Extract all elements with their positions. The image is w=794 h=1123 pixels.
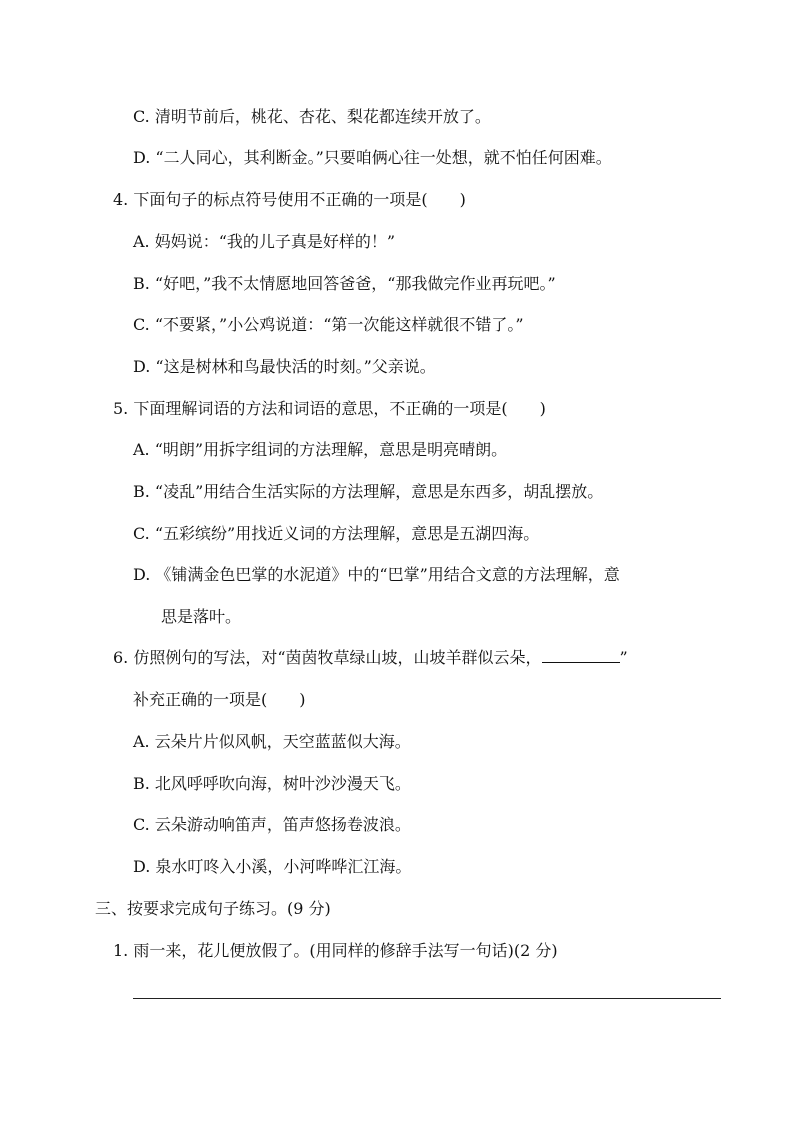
q5-option-a: A. “明朗”用拆字组词的方法理解，意思是明亮晴朗。 bbox=[133, 440, 508, 459]
q6-fill-blank[interactable] bbox=[542, 648, 620, 663]
section-3-heading: 三、按要求完成句子练习。(9 分) bbox=[95, 899, 331, 918]
q6-option-b: B. 北风呼呼吹向海，树叶沙沙漫天飞。 bbox=[133, 774, 411, 793]
q5-stem: 5. 下面理解词语的方法和词语的意思，不正确的一项是( ) bbox=[113, 399, 546, 418]
section-3-q1: 1. 雨一来，花儿便放假了。(用同样的修辞手法写一句话)(2 分) bbox=[113, 941, 558, 960]
q6-stem bbox=[113, 647, 628, 669]
q4-option-c: C. “不要紧，”小公鸡说道：“第一次能这样就很不错了。” bbox=[133, 315, 524, 334]
q5-option-b: B. “凌乱”用结合生活实际的方法理解，意思是东西多，胡乱摆放。 bbox=[133, 482, 604, 501]
q6-stem-line2: 补充正确的一项是( ) bbox=[133, 690, 306, 709]
q3-option-c: C. 清明节前后，桃花、杏花、梨花都连续开放了。 bbox=[133, 107, 491, 126]
q6-stem-part2: ” bbox=[619, 648, 628, 667]
q6-stem-part1: 6. 仿照例句的写法，对“茵茵牧草绿山坡，山坡羊群似云朵， bbox=[113, 648, 542, 667]
q5-option-c: C. “五彩缤纷”用找近义词的方法理解，意思是五湖四海。 bbox=[133, 524, 540, 543]
q4-option-d: D. “这是树林和鸟最快活的时刻。”父亲说。 bbox=[133, 357, 436, 376]
q5-option-d-line1: D. 《铺满金色巴掌的水泥道》中的“巴掌”用结合文意的方法理解，意 bbox=[133, 565, 620, 584]
answer-line[interactable] bbox=[133, 998, 721, 999]
q5-option-d-line2: 思是落叶。 bbox=[161, 607, 242, 626]
q3-option-d: D. “二人同心，其利断金。”只要咱俩心往一处想，就不怕任何困难。 bbox=[133, 148, 612, 167]
q6-option-c: C. 云朵游动响笛声，笛声悠扬卷波浪。 bbox=[133, 815, 411, 834]
q4-option-b: B. “好吧，”我不太情愿地回答爸爸，“那我做完作业再玩吧。” bbox=[133, 274, 556, 293]
q6-option-a: A. 云朵片片似风帆，天空蓝蓝似大海。 bbox=[133, 732, 411, 751]
q4-option-a: A. 妈妈说：“我的儿子真是好样的！” bbox=[133, 232, 396, 251]
q4-stem: 4. 下面句子的标点符号使用不正确的一项是( ) bbox=[113, 190, 466, 209]
q6-option-d: D. 泉水叮咚入小溪，小河哗哗汇江海。 bbox=[133, 857, 412, 876]
